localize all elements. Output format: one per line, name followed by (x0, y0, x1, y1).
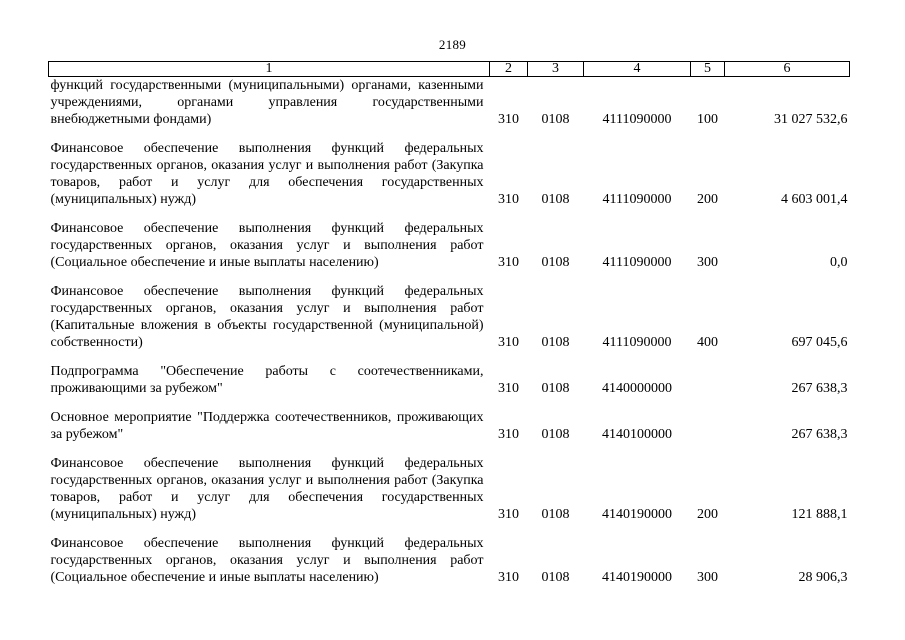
row-description: Подпрограмма "Обеспечение работы с соотечественниками, проживающими за рубежом" (50, 364, 484, 396)
column-header-4: 4 (584, 62, 691, 77)
row-code-4: 4111090000 (602, 255, 672, 270)
column-header-6: 6 (725, 62, 850, 77)
row-code-5: 200 (697, 507, 718, 522)
row-code-5 (691, 351, 725, 397)
row-description: Финансовое обеспечение выполнения функций федеральных государственных органов, оказания услуг и выполнения работ (Социальное обеспечение и иные выплаты населению) (50, 221, 484, 270)
budget-table (48, 61, 850, 586)
row-code-3: 0108 (541, 255, 570, 270)
row-code-4: 4111090000 (602, 335, 672, 350)
table-header (49, 62, 850, 77)
table-row (49, 397, 850, 443)
column-header-5: 5 (691, 62, 725, 77)
row-amount: 0,0 (830, 255, 848, 270)
table-row (49, 523, 850, 586)
row-code-3: 0108 (541, 335, 570, 350)
row-code-5: 200 (697, 192, 718, 207)
row-code-3: 0108 (541, 381, 570, 396)
column-header-1: 1 (49, 62, 490, 77)
row-code-5: 300 (697, 255, 718, 270)
row-amount: 31 027 532,6 (774, 112, 848, 127)
row-code-2: 310 (498, 335, 519, 350)
row-code-2: 310 (498, 570, 519, 585)
row-amount: 4 603 001,4 (781, 192, 848, 207)
row-amount: 267 638,3 (791, 381, 848, 396)
table-row (49, 128, 850, 208)
header-row (49, 62, 850, 77)
row-code-3: 0108 (541, 507, 570, 522)
row-code-5 (691, 397, 725, 443)
row-amount: 28 906,3 (798, 570, 848, 585)
row-code-4: 4140000000 (602, 381, 672, 396)
row-code-3: 0108 (541, 427, 570, 442)
row-code-5: 400 (697, 335, 718, 350)
row-code-4: 4140190000 (602, 570, 672, 585)
row-code-3: 0108 (541, 570, 570, 585)
table-row (49, 271, 850, 351)
row-description: функций государственными (муниципальными) органами, казенными учреждениями, органами управления государственными внебюджетными фондами) (50, 78, 484, 127)
row-code-2: 310 (498, 112, 519, 127)
table-row (49, 443, 850, 523)
page-number: 2189 (438, 37, 467, 52)
table-row (49, 351, 850, 397)
row-code-2: 310 (498, 427, 519, 442)
row-code-5: 300 (697, 570, 718, 585)
row-description: Финансовое обеспечение выполнения функций федеральных государственных органов, оказания услуг и выполнения работ (Закупка товаров, работ и услуг для обеспечения государственных (муниципальных) нужд) (50, 456, 484, 522)
row-amount: 697 045,6 (791, 335, 848, 350)
column-header-3: 3 (528, 62, 584, 77)
row-code-4: 4140100000 (602, 427, 672, 442)
row-code-4: 4111090000 (602, 112, 672, 127)
row-amount: 267 638,3 (791, 427, 848, 442)
row-amount: 121 888,1 (791, 507, 848, 522)
row-description: Финансовое обеспечение выполнения функций федеральных государственных органов, оказания услуг и выполнения работ (Капитальные вложения в объекты государственной (муниципальной) собственности) (50, 284, 484, 350)
row-code-4: 4140190000 (602, 507, 672, 522)
row-code-4: 4111090000 (602, 192, 672, 207)
row-code-3: 0108 (541, 192, 570, 207)
table-body (49, 77, 850, 587)
column-header-2: 2 (490, 62, 528, 77)
row-description: Финансовое обеспечение выполнения функций федеральных государственных органов, оказания услуг и выполнения работ (Социальное обеспечение и иные выплаты населению) (50, 536, 484, 585)
row-code-5: 100 (697, 112, 718, 127)
row-code-2: 310 (498, 381, 519, 396)
row-code-2: 310 (498, 255, 519, 270)
table-row (49, 208, 850, 271)
row-code-2: 310 (498, 507, 519, 522)
row-code-2: 310 (498, 192, 519, 207)
row-description: Финансовое обеспечение выполнения функций федеральных государственных органов, оказания услуг и выполнения работ (Закупка товаров, работ и услуг для обеспечения государственных (муниципальных) нужд) (50, 141, 484, 207)
table-row (49, 77, 850, 129)
row-code-3: 0108 (541, 112, 570, 127)
row-description: Основное мероприятие "Поддержка соотечественников, проживающих за рубежом" (50, 410, 484, 442)
